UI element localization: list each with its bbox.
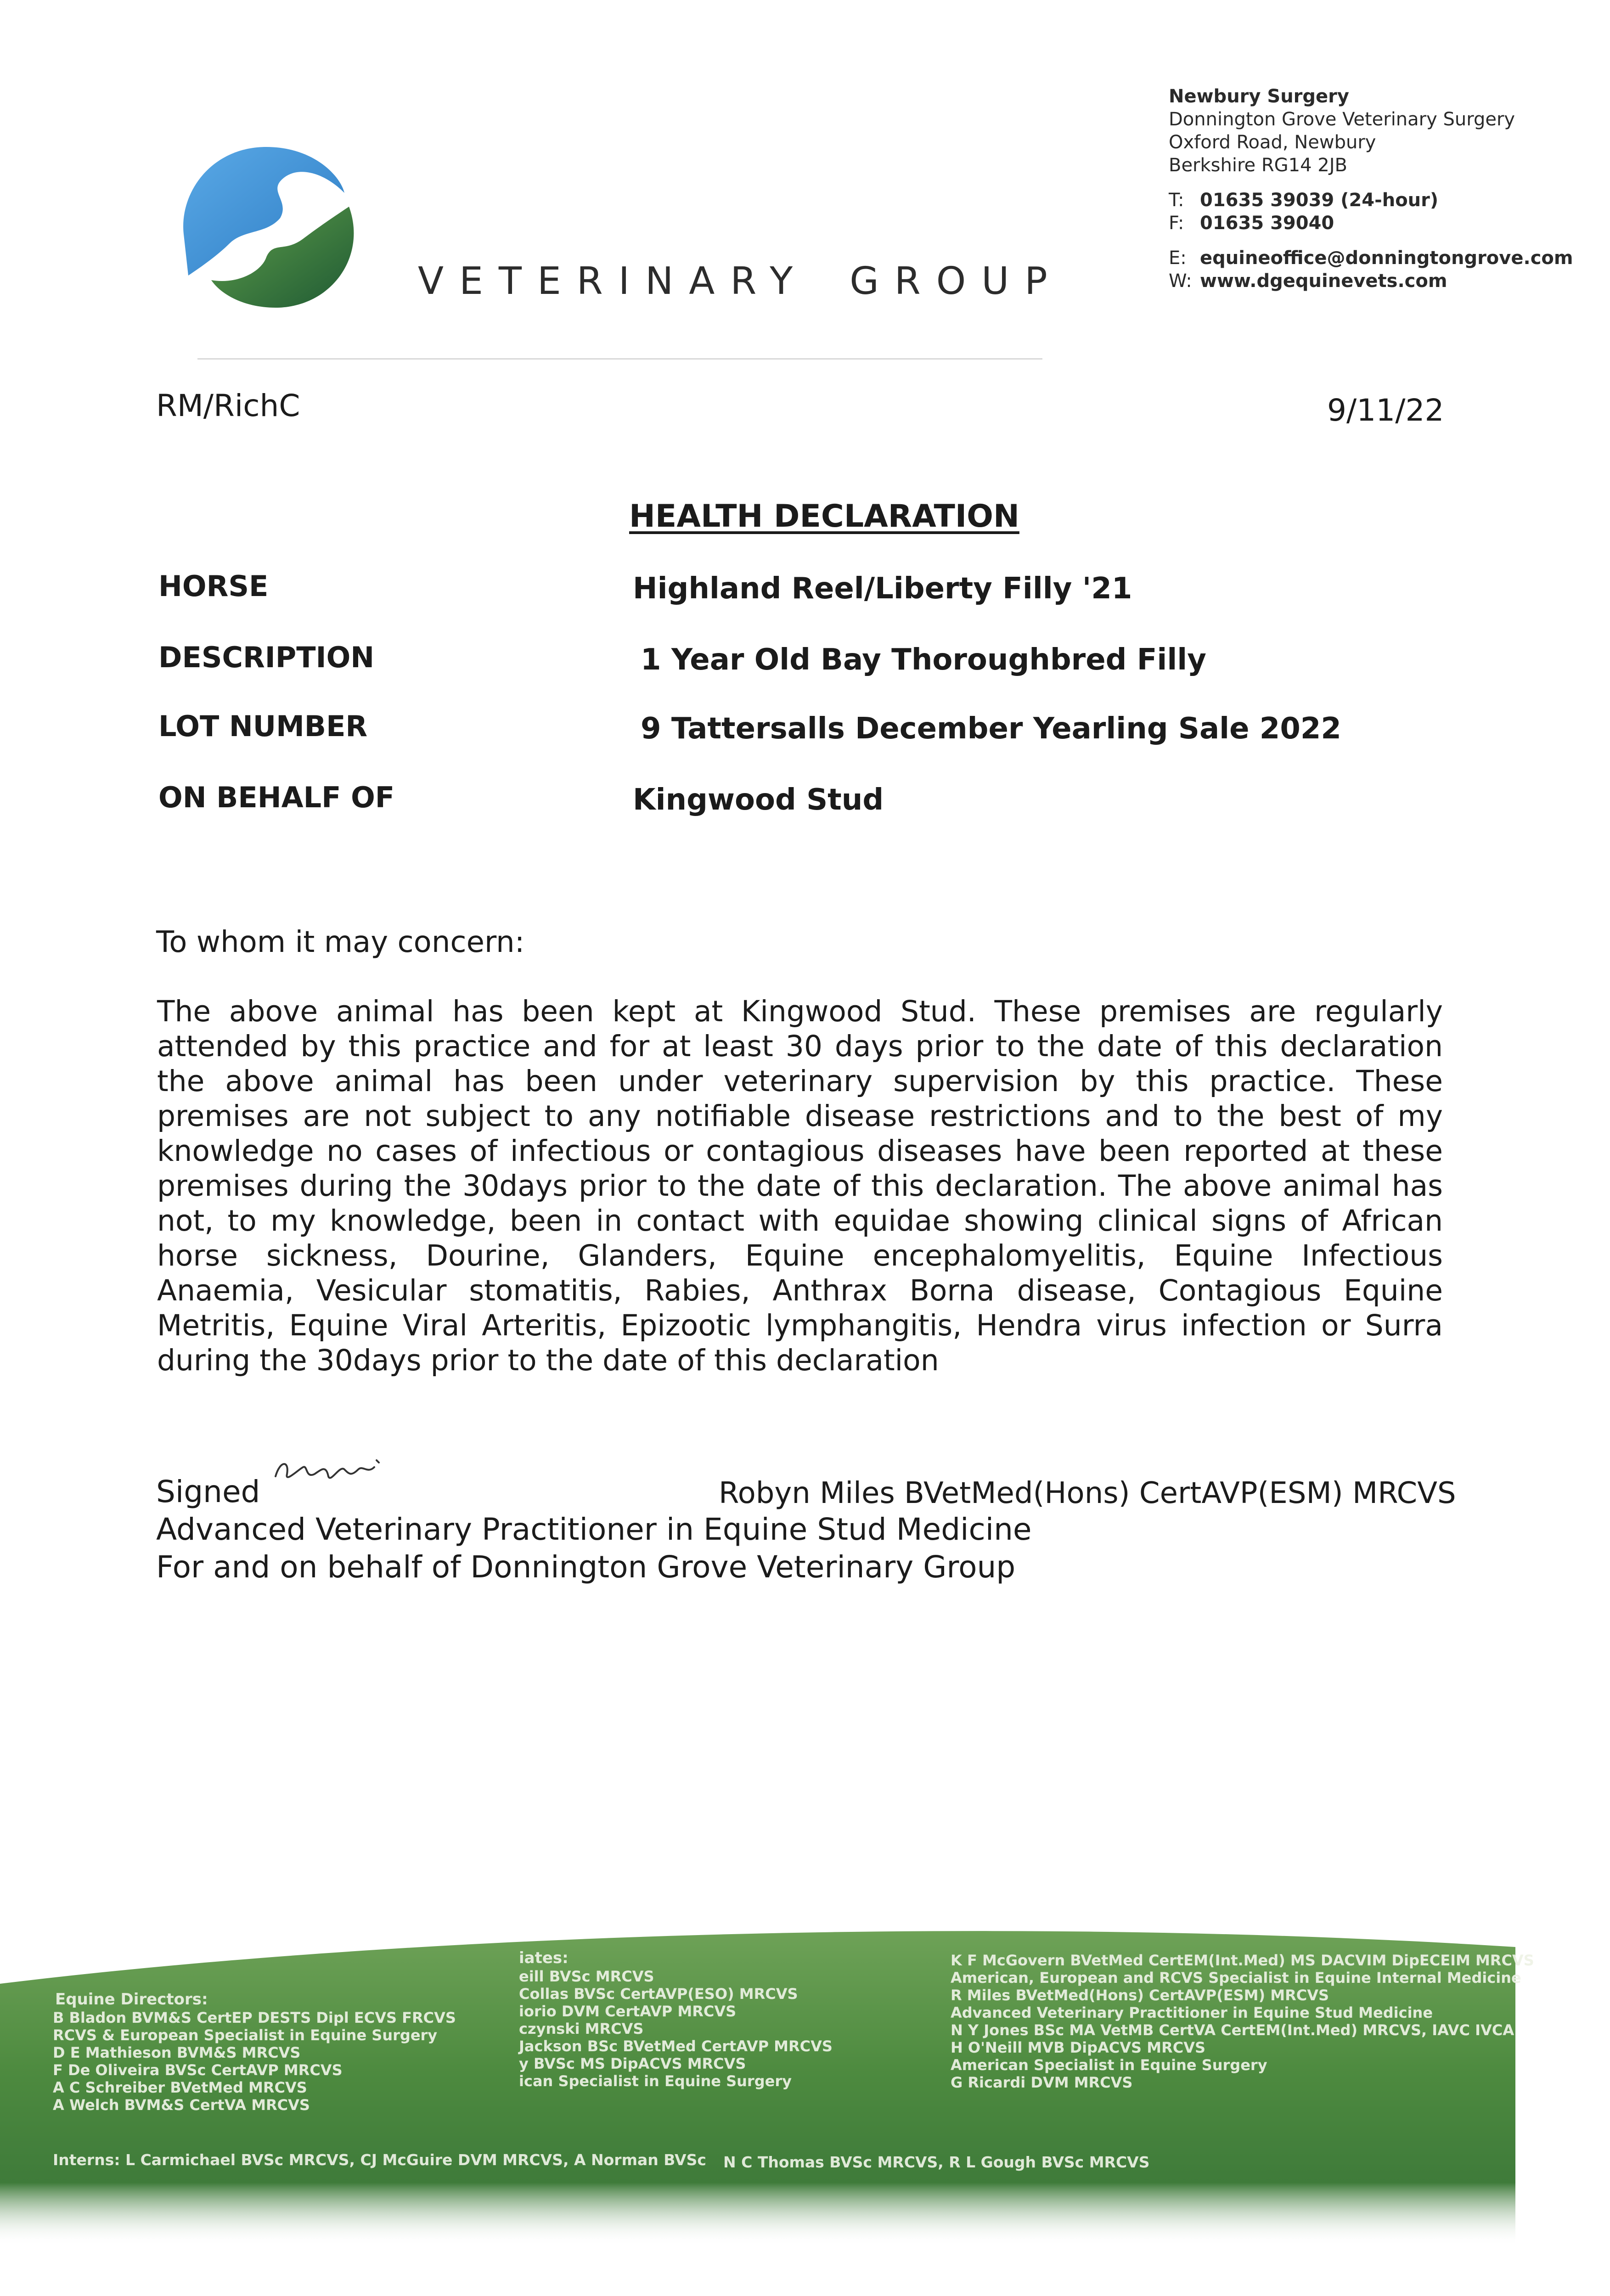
interns-line-continued: N C Thomas BVSc MRCVS, R L Gough BVSc MRCVS (723, 2153, 1150, 2171)
list-item: N Y Jones BSc MA VetMB CertVA CertEM(Int.Med) MRCVS, IAVC IVCA (951, 2021, 1514, 2039)
list-item: B Bladon BVM&S CertEP DESTS Dipl ECVS FRCVS (53, 2009, 456, 2026)
list-item: Collas BVSc CertAVP(ESO) MRCVS (519, 1985, 798, 2003)
directors-list (53, 2009, 456, 2114)
list-item: K F McGovern BVetMed CertEM(Int.Med) MS DACVIM DipECEIM MRCVS (951, 1952, 1534, 1969)
field-label-lot-number: LOT NUMBER (158, 709, 368, 743)
fax: F: 01635 39040 (1169, 213, 1334, 234)
field-value-on-behalf-of: Kingwood Stud (633, 783, 884, 817)
address-line: Oxford Road, Newbury (1169, 132, 1376, 153)
signatory-name: Robyn Miles BVetMed(Hons) CertAVP(ESM) MRCVS (719, 1476, 1456, 1510)
field-label-horse: HORSE (158, 569, 269, 603)
interns-label: Interns: (53, 2151, 120, 2169)
role-line: For and on behalf of Donnington Grove Veterinary Group (156, 1549, 1016, 1585)
list-item: iorio DVM CertAVP MRCVS (519, 2003, 737, 2020)
list-item: H O'Neill MVB DipACVS MRCVS (951, 2039, 1206, 2056)
salutation: To whom it may concern: (156, 925, 525, 959)
list-item: F De Oliveira BVSc CertAVP MRCVS (53, 2061, 343, 2079)
signed-label: Signed (156, 1474, 260, 1509)
list-item: American Specialist in Equine Surgery (951, 2056, 1267, 2074)
list-item: czynski MRCVS (519, 2020, 644, 2037)
list-item: R Miles BVetMed(Hons) CertAVP(ESM) MRCVS (951, 1986, 1329, 2004)
list-item: Jackson BSc BVetMed CertAVP MRCVS (519, 2037, 833, 2055)
surgery-name: Newbury Surgery (1169, 86, 1349, 107)
signatory-role (156, 1511, 1032, 1586)
brand-text: VETERINARY GROUP (418, 259, 1063, 303)
list-item: American, European and RCVS Specialist in Equine Internal Medicine (951, 1969, 1521, 1986)
associates-heading: iates: (519, 1949, 569, 1967)
field-label-on-behalf-of: ON BEHALF OF (158, 781, 395, 814)
list-item: ican Specialist in Equine Surgery (519, 2072, 792, 2090)
handwritten-signature (271, 1451, 390, 1488)
list-item: y BVSc MS DipACVS MRCVS (519, 2055, 746, 2072)
reference: RM/RichC (156, 388, 300, 423)
list-item: RCVS & European Specialist in Equine Surgery (53, 2026, 438, 2044)
website-link[interactable]: W: www.dgequinevets.com (1169, 270, 1447, 292)
list-item: G Ricardi DVM MRCVS (951, 2074, 1133, 2091)
specialists-list (951, 1952, 1534, 2091)
list-item: A Welch BVM&S CertVA MRCVS (53, 2096, 310, 2114)
list-item: D E Mathieson BVM&S MRCVS (53, 2044, 301, 2061)
address-line: Donnington Grove Veterinary Surgery (1169, 109, 1515, 130)
email-link[interactable]: E: equineoffice@donningtongrove.com (1169, 248, 1573, 269)
field-value-lot-number: 9 Tattersalls December Yearling Sale 2022 (641, 712, 1341, 746)
list-item: A C Schreiber BVetMed MRCVS (53, 2079, 307, 2096)
role-line: Advanced Veterinary Practitioner in Equine Stud Medicine (156, 1512, 1032, 1547)
field-label-description: DESCRIPTION (158, 641, 375, 674)
telephone: T: 01635 39039 (24-hour) (1169, 190, 1439, 211)
document-title: HEALTH DECLARATION (629, 498, 1019, 535)
declaration-body: The above animal has been kept at Kingwood Stud. These premises are regularly attended by this practice and for at least 30 days prior to the date of this declaration the above animal has been under veterinary supervision by this practice. These premises are not subject to any notifiable disease restrictions and to the best of my knowledge no cases of infectious or contagious diseases have been reported at these premises during the 30days prior to the date of this declaration. The above animal has not, to my knowledge, been in contact with equidae showing clinical signs of African horse sickness, Dourine, Glanders, Equine encephalomyelitis, Equine Infectious Anaemia, Vesicular stomatitis, Rabies, Anthrax Borna disease, Contagious Equine Metritis, Equine Viral Arteritis, Epizootic lymphangitis, Hendra virus infection or Surra during the 30days prior to the date of this declaration (157, 995, 1443, 1377)
header-divider (197, 358, 1042, 360)
address-line: Berkshire RG14 2JB (1169, 155, 1347, 176)
surgery-address-block (1169, 85, 1573, 293)
letter-date: 9/11/22 (1327, 393, 1444, 428)
practice-logo (175, 138, 367, 312)
list-item: eill BVSc MRCVS (519, 1968, 654, 1985)
field-value-horse: Highland Reel/Liberty Filly '21 (633, 572, 1132, 606)
associates-list (519, 1968, 833, 2090)
field-value-description: 1 Year Old Bay Thoroughbred Filly (641, 643, 1206, 677)
interns-line (53, 2151, 706, 2169)
directors-heading: Equine Directors: (55, 1990, 208, 2009)
list-item: Advanced Veterinary Practitioner in Equine Stud Medicine (951, 2004, 1433, 2021)
interns-names: L Carmichael BVSc MRCVS, CJ McGuire DVM MRCVS, A Norman BVSc (125, 2151, 706, 2169)
